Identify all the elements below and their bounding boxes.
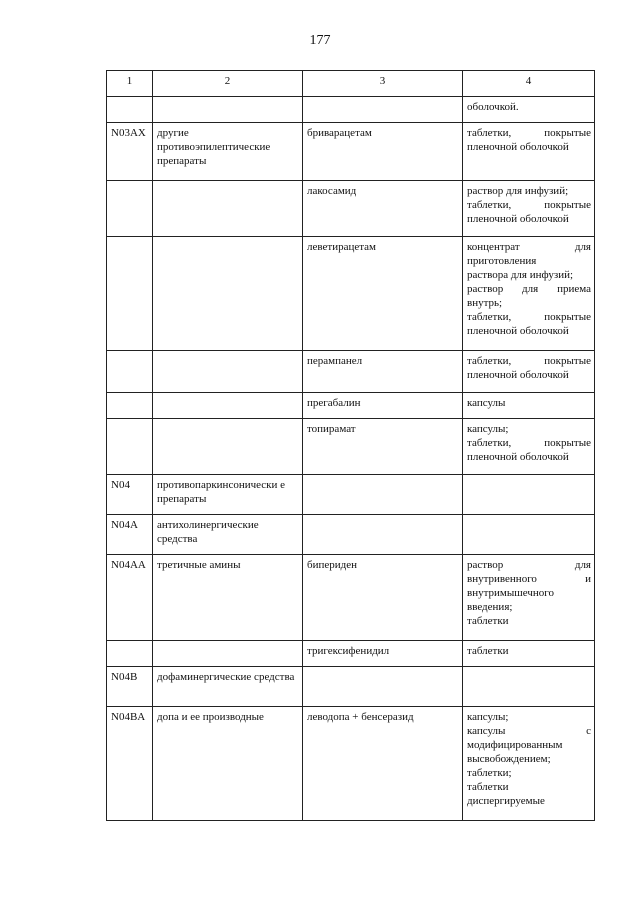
dosage-form-line: таблетки, покрытые <box>467 311 591 323</box>
table-row <box>107 475 595 515</box>
dosage-form-line: таблетки <box>467 615 509 627</box>
dosage-form-line: таблетки, покрытые <box>467 437 591 449</box>
table-row <box>107 667 595 707</box>
table-row <box>107 555 595 641</box>
dosage-form-cell <box>463 555 595 641</box>
drug-name-cell <box>303 97 463 123</box>
dosage-form-line: таблетки; <box>467 767 512 779</box>
table-row <box>107 419 595 475</box>
dosage-form-cell <box>463 641 595 667</box>
dosage-form-line: высвобождением; <box>467 753 551 765</box>
header-col-2: 2 <box>153 71 303 97</box>
dosage-form-line: модифицированным <box>467 739 563 751</box>
dosage-form-cell <box>463 419 595 475</box>
dosage-form-line: пленочной оболочкой <box>467 451 569 463</box>
group-name-cell <box>153 393 303 419</box>
drug-name-cell: топирамат <box>303 419 463 475</box>
dosage-form-cell <box>463 707 595 821</box>
atc-code-cell <box>107 351 153 393</box>
dosage-form-cell <box>463 515 595 555</box>
atc-code-cell: N04 <box>107 475 153 515</box>
atc-code-cell: N03AX <box>107 123 153 181</box>
group-name-cell: противопаркинсонически е препараты <box>153 475 303 515</box>
atc-code-cell: N04A <box>107 515 153 555</box>
dosage-form-line: пленочной оболочкой <box>467 141 569 153</box>
dosage-form-line: таблетки, покрытые <box>467 199 591 211</box>
table-row <box>107 707 595 821</box>
atc-code-cell: N04B <box>107 667 153 707</box>
dosage-form-line: пленочной оболочкой <box>467 369 569 381</box>
dosage-form-cell <box>463 181 595 237</box>
drug-name-cell <box>303 515 463 555</box>
dosage-form-line: капсулы; <box>467 423 509 435</box>
drug-name-cell: лакосамид <box>303 181 463 237</box>
table-row <box>107 641 595 667</box>
group-name-cell <box>153 419 303 475</box>
dosage-form-line: раствор для инфузий; <box>467 185 569 197</box>
dosage-form-cell <box>463 97 595 123</box>
group-name-cell <box>153 641 303 667</box>
header-col-4: 4 <box>463 71 595 97</box>
drug-name-cell: прегабалин <box>303 393 463 419</box>
dosage-form-line: таблетки <box>467 781 509 793</box>
atc-code-cell <box>107 419 153 475</box>
drug-name-cell: перампанел <box>303 351 463 393</box>
atc-code-cell <box>107 181 153 237</box>
dosage-form-line: оболочкой. <box>467 101 519 113</box>
atc-code-cell <box>107 641 153 667</box>
dosage-form-line: таблетки, покрытые <box>467 355 591 367</box>
dosage-form-line: введения; <box>467 601 513 613</box>
drug-name-cell: леветирацетам <box>303 237 463 351</box>
dosage-form-cell <box>463 393 595 419</box>
group-name-cell: дофаминергические средства <box>153 667 303 707</box>
table-row <box>107 393 595 419</box>
dosage-form-line: раствор для <box>467 559 591 571</box>
group-name-cell: другие противоэпилептические препараты <box>153 123 303 181</box>
dosage-form-line: пленочной оболочкой <box>467 325 569 337</box>
dosage-form-line: таблетки <box>467 645 509 657</box>
group-name-cell <box>153 97 303 123</box>
drug-name-cell: тригексифенидил <box>303 641 463 667</box>
atc-code-cell <box>107 97 153 123</box>
table-row <box>107 123 595 181</box>
dosage-form-line: таблетки, покрытые <box>467 127 591 139</box>
atc-code-cell <box>107 393 153 419</box>
drug-name-cell: бриварацетам <box>303 123 463 181</box>
dosage-form-cell <box>463 667 595 707</box>
dosage-form-line: раствора для инфузий; <box>467 269 574 281</box>
dosage-form-line: капсулы; <box>467 711 509 723</box>
dosage-form-line: капсулы с <box>467 725 591 737</box>
dosage-form-line: приготовления <box>467 255 537 267</box>
drug-name-cell: леводопа + бенсеразид <box>303 707 463 821</box>
table-row <box>107 237 595 351</box>
atc-code-cell: N04BA <box>107 707 153 821</box>
group-name-cell: допа и ее производные <box>153 707 303 821</box>
drug-name-cell <box>303 475 463 515</box>
group-name-cell: антихолинергические средства <box>153 515 303 555</box>
table-row <box>107 181 595 237</box>
table-row <box>107 515 595 555</box>
group-name-cell: третичные амины <box>153 555 303 641</box>
group-name-cell <box>153 181 303 237</box>
dosage-form-line: диспергируемые <box>467 795 545 807</box>
header-col-1: 1 <box>107 71 153 97</box>
dosage-form-cell <box>463 123 595 181</box>
dosage-form-line: внутримышечного <box>467 587 554 599</box>
page-number: 177 <box>309 33 331 48</box>
dosage-form-line: внутривенного и <box>467 573 591 585</box>
drug-name-cell <box>303 667 463 707</box>
group-name-cell <box>153 351 303 393</box>
dosage-form-line: раствор для приема <box>467 283 591 295</box>
dosage-form-line: концентрат для <box>467 241 591 253</box>
dosage-form-cell <box>463 475 595 515</box>
group-name-cell <box>153 237 303 351</box>
dosage-form-cell <box>463 351 595 393</box>
dosage-form-line: пленочной оболочкой <box>467 213 569 225</box>
table-header-row <box>107 71 595 97</box>
atc-code-cell <box>107 237 153 351</box>
dosage-form-cell <box>463 237 595 351</box>
table-row <box>107 351 595 393</box>
table-row <box>107 97 595 123</box>
drug-name-cell: бипериден <box>303 555 463 641</box>
drug-table <box>106 70 595 821</box>
header-col-3: 3 <box>303 71 463 97</box>
dosage-form-line: капсулы <box>467 397 506 409</box>
atc-code-cell: N04AA <box>107 555 153 641</box>
dosage-form-line: внутрь; <box>467 297 503 309</box>
